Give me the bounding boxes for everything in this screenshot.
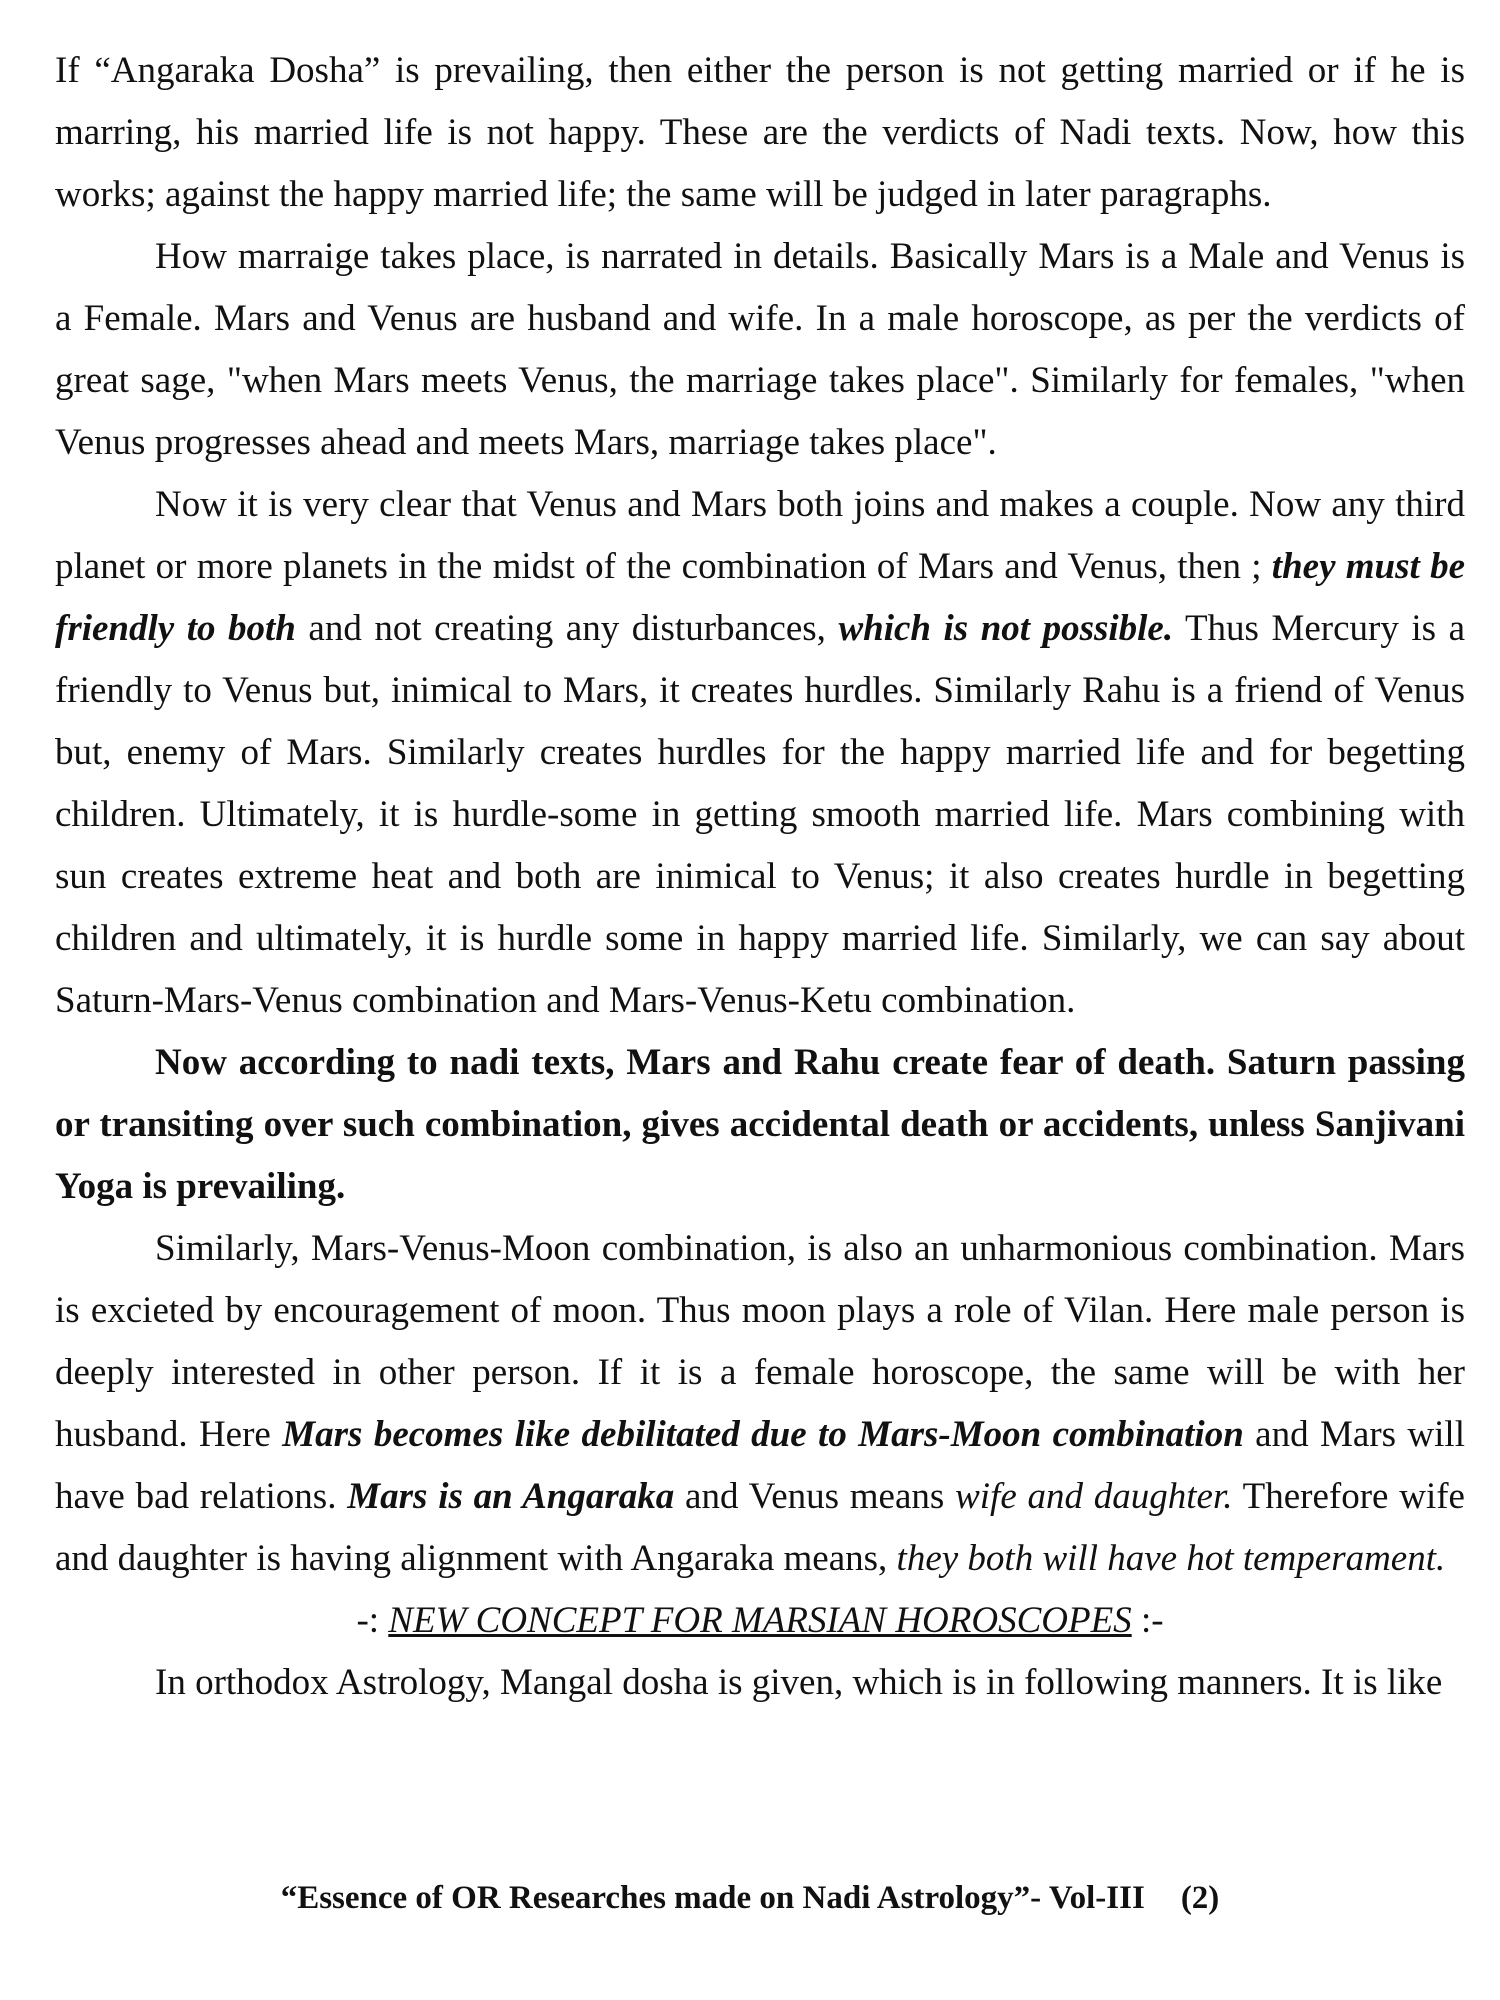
text-run: and Mars will have bad relations. xyxy=(55,1414,1465,1517)
text-run: Thus Mercury is a friendly to Venus but, inimical to Mars, it creates hurdles. Similarly Rahu is a friend of Venus but, enemy of Mars. Similarly creates hurdles for the happy married life and for begetting children. Ultimately, it is hurdle-some in getting smooth married life. Mars combining with sun creates extreme heat and both are inimical to Venus; it also creates hurdle in begetting children and ultimately, it is hurdle some in happy married life. Similarly, we can say about Saturn-Mars-Venus combination and Mars-Venus-Ketu combination. xyxy=(55,608,1465,1021)
paragraph-venus-mars-couple xyxy=(55,474,1465,1032)
section-heading xyxy=(55,1590,1465,1652)
text-run: Therefore wife and daughter is having alignment with Angaraka means, xyxy=(55,1476,1465,1579)
text-run: Now it is very clear that Venus and Mars both joins and makes a couple. Now any third planet or more planets in the midst of the combination of Mars and Venus, then ; xyxy=(55,484,1465,587)
heading-prefix: -: xyxy=(356,1600,389,1641)
emphasis-hot-temperament: they both will have hot temperament. xyxy=(896,1538,1446,1579)
document-page xyxy=(55,40,1465,1970)
paragraph-marriage: How marraige takes place, is narrated in details. Basically Mars is a Male and Venus is a Female. Mars and Venus are husband and wife. In a male horoscope, as per the verdicts of great sage, "when Mars meets Venus, the marriage takes place". Similarly for females, "when Venus progresses ahead and meets Mars, marriage takes place". xyxy=(55,236,1465,463)
page-number: (2) xyxy=(1180,1880,1220,1916)
text-run: and Venus means xyxy=(674,1476,956,1517)
paragraph-angaraka-dosha: If “Angaraka Dosha” is prevailing, then either the person is not getting married or if he is marring, his married life is not happy. These are the verdicts of Nadi texts. Now, how this works; against the happy married life; the same will be judged in later paragraphs. xyxy=(55,50,1465,215)
emphasis-angaraka: Mars is an Angaraka xyxy=(347,1476,675,1517)
heading-title: NEW CONCEPT FOR MARSIAN HOROSCOPES xyxy=(388,1600,1132,1641)
emphasis-not-possible: which is not possible. xyxy=(838,608,1174,649)
paragraph-orthodox-astrology: In orthodox Astrology, Mangal dosha is given, which is in following manners. It is like xyxy=(155,1662,1443,1703)
text-run: and not creating any disturbances, xyxy=(295,608,839,649)
paragraph-fear-of-death: Now according to nadi texts, Mars and Rahu create fear of death. Saturn passing or transiting over such combination, gives accidental death or accidents, unless Sanjivani Yoga is prevailing. xyxy=(55,1042,1465,1207)
emphasis-wife-daughter: wife and daughter. xyxy=(955,1476,1233,1517)
heading-suffix: :- xyxy=(1131,1600,1164,1641)
emphasis-debilitated: Mars becomes like debilitated due to Mars-Moon combination xyxy=(282,1414,1244,1455)
paragraph-mars-venus-moon xyxy=(55,1218,1465,1590)
emphasis-friendly-to-both: they must be friendly to both xyxy=(55,546,1465,649)
footer-book-title: “Essence of OR Researches made on Nadi Astrology”- Vol-III xyxy=(280,1880,1145,1916)
page-footer xyxy=(0,1880,1500,1917)
text-run: Similarly, Mars-Venus-Moon combination, is also an unharmonious combination. Mars is excieted by encouragement of moon. Thus moon plays a role of Vilan. Here male person is deeply interested in other person. If it is a female horoscope, the same will be with her husband. Here xyxy=(55,1228,1465,1455)
